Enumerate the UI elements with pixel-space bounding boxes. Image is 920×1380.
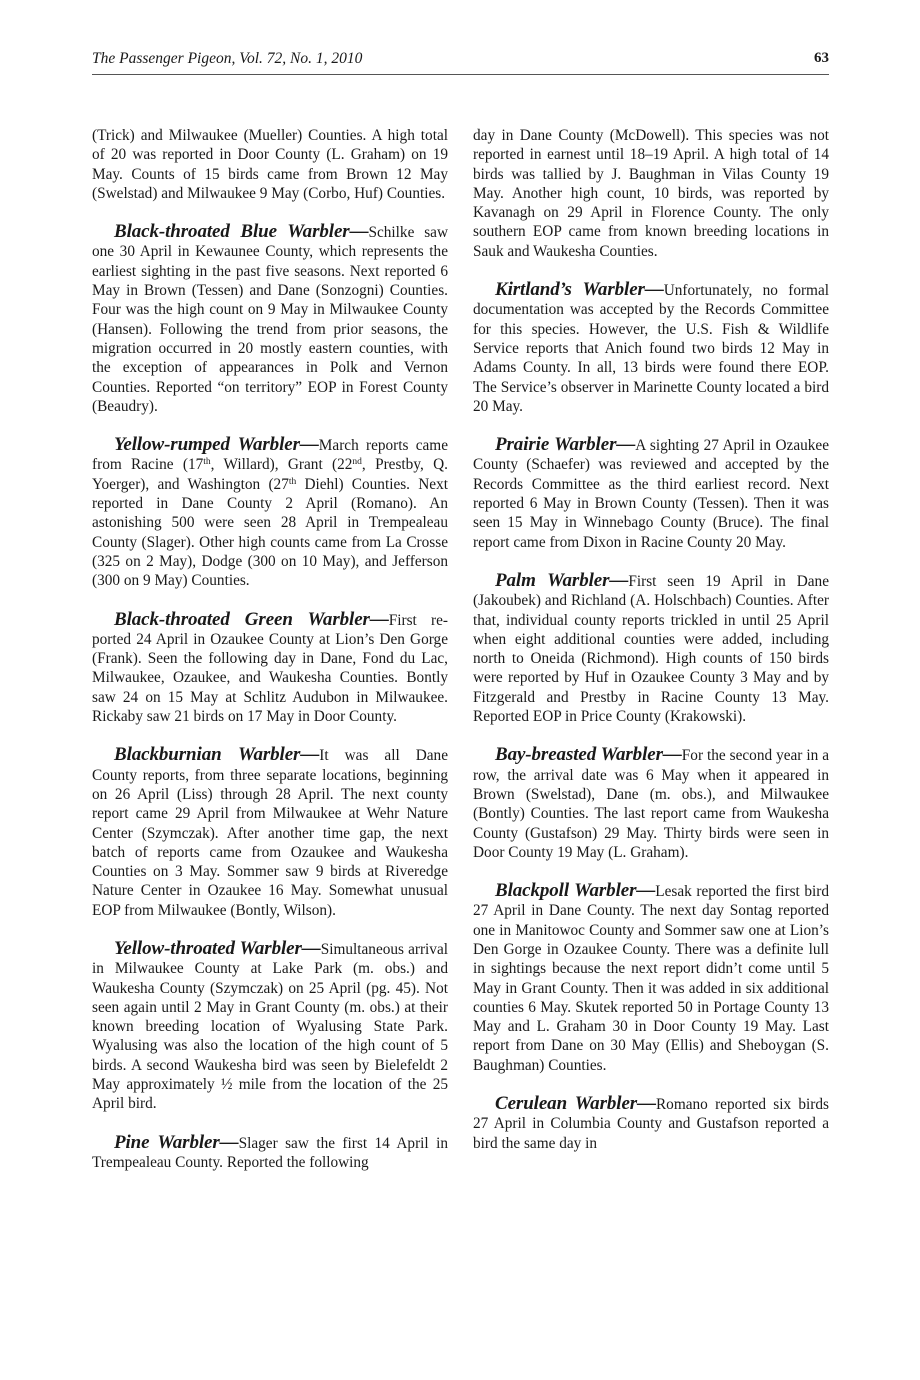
- species-name: Blackburnian Warbler—: [114, 744, 320, 766]
- species-entry-palm: [473, 571, 829, 726]
- species-name: Yellow-rumped Warbler—: [114, 434, 319, 456]
- species-entry-yellow-rumped: [92, 435, 448, 590]
- species-account: First reported 24 April in Ozaukee County at Lion’s Den Gorge (Frank). Seen the following day in Dane, Fond du Lac, Milwaukee, Ozaukee, and Waukesha Counties. Bontly saw 24 on 15 May at Schlitz Audubon in Milwaukee. Rickaby saw 21 birds on 17 May in Door County.: [92, 611, 448, 726]
- species-entry-cerulean: [473, 1094, 829, 1153]
- species-name: Prairie Warbler—: [495, 434, 636, 456]
- species-entry-bay-breasted: [473, 745, 829, 862]
- left-column: [92, 126, 448, 1191]
- species-entry-pine: [92, 1133, 448, 1173]
- species-account: Unfortunately, no formal documentation was accepted by the Records Committee for this species. However, the U.S. Fish & Wildlife Service reports that Anich found two birds 12 May in Adams County. In all, 13 birds were found there EOP. The Service’s observer in Marinette County located a bird 20 May.: [473, 282, 829, 415]
- page-number: 63: [814, 50, 829, 66]
- species-name: Black-throated Green Warbler—: [114, 608, 389, 630]
- species-account-part: March reports came from Racine (17: [92, 437, 448, 474]
- species-entry-yellow-throated: [92, 939, 448, 1114]
- continued-paragraph: (Trick) and Milwaukee (Mueller) Counties. A high total of 20 was reported in Door County (L. Graham) on 19 May. Counts of 15 birds came from Brown 12 May (Swelstad) and Milwaukee 9 May (Corbo, Huf) Counties.: [92, 127, 448, 202]
- species-account: Lesak reported the first bird 27 April in Dane County. The next day Sontag reported one in Manitowoc County and Sommer saw one at Lion’s Den Gorge in Ozaukee County. There was a definite lull in sightings because the next report didn’t come until 5 May in Grant County. Then it was added in six additional counties 6 May. Skutek reported 50 in Portage County 13 May and L. Graham 30 in Door County 19 May. Last report from Dane on 30 May (Ellis) and Sheboygan (S. Baughman) Counties.: [473, 883, 829, 1074]
- running-header: [92, 48, 829, 75]
- ordinal-suffix: nd: [352, 457, 362, 468]
- species-account: It was all Dane County reports, from three separate locations, beginning on 26 April (Liss) through 28 April. The next county report came 29 April from Milwaukee at Wehr Nature Center (Szymczak). After another time gap, the next batch of reports came from Ozaukee and Waukesha Counties on 3 May. Sommer saw 9 birds at Riveredge Nature Center in Ozaukee 16 May. Somewhat unusual EOP from Milwaukee (Bontly, Wilson).: [92, 747, 448, 919]
- right-column: [473, 126, 829, 1172]
- species-entry-prairie: [473, 435, 829, 552]
- species-entry-black-throated-green: [92, 610, 448, 727]
- species-name: Cerulean Warbler—: [495, 1093, 656, 1115]
- species-account: Schilke saw one 30 April in Kewaunee County, which represents the earliest sighting in the past five seasons. Next reported 6 May in Brown (Tessen) and Dane (Sonzogni) Counties. Four was the high count on 9 May in Milwaukee County (Hansen). Following the trend from prior seasons, the migration occurred in 20 mostly eastern counties, with the exception of appearances in Polk and Vernon Counties. Reported “on territory” EOP in Forest County (Beaudry).: [92, 224, 448, 415]
- species-entry-kirtlands: [473, 280, 829, 416]
- species-entry-blackpoll: [473, 881, 829, 1075]
- species-account: Romano reported six birds 27 April in Columbia County and Gustafson reported a bird the same day in: [473, 1096, 830, 1152]
- species-account-part: , Prestby, Q. Yoerger), and Washington (27: [92, 456, 448, 493]
- species-account: Simultaneous arrival in Milwaukee County at Lake Park (m. obs.) and Waukesha County (Szymczak) on 25 April (pg. 45). Not seen again until 2 May in Grant County (m. obs.) at their known breeding location of Wyalusing State Park. Wyalusing was also the location of the high count of 5 birds. A second Waukesha bird was seen by Bielefeldt 2 May approximately ½ mile from the location of the 25 April bird.: [92, 940, 448, 1113]
- species-account: For the second year in a row, the arrival date was 6 May when it appeared in Brown (Swelstad), Dane (m. obs.), and Milwaukee (Bontly) Counties. The last report came from Waukesha County (Gustafson) 29 May. Thirty birds were seen in Door County 19 May (L. Graham).: [473, 747, 829, 861]
- species-name: Bay-breasted Warbler—: [495, 744, 682, 766]
- species-name: Palm Warbler—: [495, 569, 629, 591]
- species-entry-blackburnian: [92, 745, 448, 920]
- species-account: A sighting 27 April in Ozaukee County (Schaefer) was reviewed and accepted by the Records Committee as the third earliest record. Next reported 6 May in Brown County (Tessen). Then it was seen 15 May in Winnebago County (Bruce). The final report came from Dixon in Racine County 20 May.: [473, 437, 829, 551]
- species-entry-black-throated-blue: [92, 222, 448, 416]
- species-name: Kirtland’s Warbler—: [495, 279, 664, 301]
- species-name: Black-throated Blue Warbler—: [114, 221, 369, 243]
- species-account-part: , Willard), Grant (22: [210, 456, 353, 474]
- ordinal-suffix: th: [288, 476, 297, 487]
- journal-title: The Passenger Pigeon, Vol. 72, No. 1, 2010: [92, 50, 363, 67]
- species-name: Pine Warbler—: [114, 1131, 239, 1153]
- species-account: Slager saw the first 14 April in Trempealeau County. Reported the following: [92, 1134, 448, 1171]
- species-account-part: Diehl) Counties. Next reported in Dane County 2 April (Romano). An astonishing 500 were seen 28 April in Trempealeau County (Slager). Other high counts came from La Crosse (325 on 2 May), Dodge (300 on 10 May), and Jefferson (300 on 9 May) Counties.: [92, 475, 448, 590]
- continued-paragraph: day in Dane County (McDowell). This species was not reported in earnest until 18–19 April. A high total of 14 birds was tallied by J. Baughman in Vilas County 19 May. Another high count, 10 birds, was reported by Kavanagh on 29 April in Florence County. The only southern EOP came from known breeding locations in Sauk and Waukesha Counties.: [473, 127, 829, 260]
- species-name: Yellow-throated Warbler—: [114, 937, 321, 959]
- species-name: Blackpoll Warbler—: [495, 880, 656, 902]
- ordinal-suffix: th: [203, 457, 211, 468]
- species-account: First seen 19 April in Dane (Jakoubek) and Richland (A. Holschbach) Counties. After that, individual county reports trickled in until 25 April when eight additional counties were added, including north to Oneida (Richmond). High counts of 150 birds were reported by Huf in Ozaukee County 3 May and by Fitzgerald and Prestby in Racine County 13 May. Reported EOP in Price County (Krakowski).: [473, 572, 829, 726]
